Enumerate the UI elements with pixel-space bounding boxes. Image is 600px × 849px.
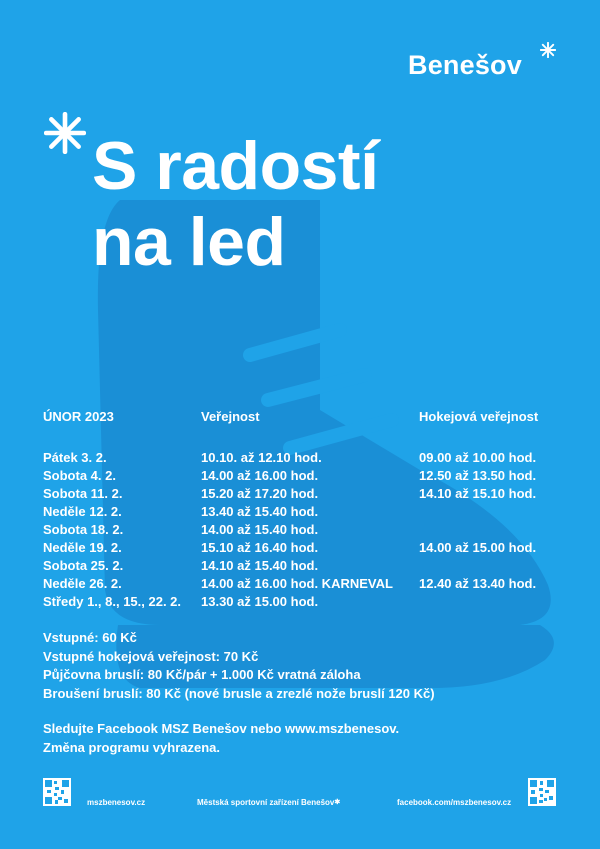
row-public-time: 14.00 až 15.40 hod.	[201, 522, 319, 537]
row-day: Sobota 11. 2.	[43, 486, 123, 501]
row-public-time: 13.30 až 15.00 hod.	[201, 594, 319, 609]
column-header-public: Veřejnost	[201, 409, 260, 424]
row-public-time: 15.10 až 16.40 hod.	[201, 540, 319, 555]
footer-organization	[197, 798, 340, 807]
table-row	[43, 558, 563, 576]
page-title	[92, 128, 378, 280]
table-row	[43, 486, 563, 504]
sparkle-icon	[540, 42, 556, 58]
footer-organization-text: Městská sportovní zařízení Benešov	[197, 798, 335, 807]
row-hockey-time: 14.00 až 15.00 hod.	[419, 540, 537, 555]
price-list	[43, 629, 435, 703]
schedule-month: ÚNOR 2023	[43, 409, 114, 424]
price-entry: Půjčovna bruslí: 80 Kč/pár + 1.000 Kč vratná záloha	[43, 667, 361, 682]
footer-facebook: facebook.com/mszbenesov.cz	[397, 798, 512, 807]
qr-code-icon	[43, 778, 71, 806]
row-public-time: 10.10. až 12.10 hod.	[201, 450, 322, 465]
title-line-1: S radostí	[92, 128, 379, 204]
row-public-time: 15.20 až 17.20 hod.	[201, 486, 319, 501]
table-row	[43, 594, 563, 612]
table-row	[43, 522, 563, 540]
table-row	[43, 468, 563, 486]
brand-logo: Benešov	[408, 50, 522, 80]
row-public-time: 14.10 až 15.40 hod.	[201, 558, 319, 573]
row-day: Neděle 19. 2.	[43, 540, 122, 555]
note-line: Změna programu vyhrazena.	[43, 739, 220, 755]
table-row	[43, 504, 563, 522]
row-hockey-time: 12.40 až 13.40 hod.	[419, 576, 537, 591]
title-line-2: na led	[92, 204, 286, 280]
row-hockey-time: 14.10 až 15.10 hod.	[419, 486, 537, 501]
row-public-time: 14.00 až 16.00 hod.	[201, 468, 319, 483]
note-line: Sledujte Facebook MSZ Benešov nebo www.mszbenesov.	[43, 721, 400, 736]
row-day: Pátek 3. 2.	[43, 450, 107, 465]
row-day: Neděle 26. 2.	[43, 576, 122, 591]
row-day: Sobota 4. 2.	[43, 468, 116, 483]
table-row	[43, 540, 563, 558]
row-hockey-time: 09.00 až 10.00 hod.	[419, 450, 537, 465]
notes	[43, 720, 399, 757]
row-day: Sobota 25. 2.	[43, 558, 124, 573]
sparkle-icon	[44, 112, 86, 154]
row-day: Středy 1., 8., 15., 22. 2.	[43, 594, 182, 609]
table-row	[43, 450, 563, 468]
price-entry: Broušení bruslí: 80 Kč (nové brusle a zrezlé nože bruslí 120 Kč)	[43, 685, 435, 701]
price-entry: Vstupné hokejová veřejnost: 70 Kč	[43, 648, 259, 664]
row-hockey-time: 12.50 až 13.50 hod.	[419, 468, 537, 483]
qr-code-icon	[528, 778, 556, 806]
row-public-time: 14.00 až 16.00 hod. KARNEVAL	[201, 576, 393, 591]
price-entry: Vstupné: 60 Kč	[43, 630, 137, 645]
table-row	[43, 576, 563, 594]
footer-website: mszbenesov.cz	[87, 798, 146, 807]
column-header-hockey: Hokejová veřejnost	[419, 409, 539, 424]
row-public-time: 13.40 až 15.40 hod.	[201, 504, 319, 519]
sparkle-icon: ✱	[334, 799, 341, 806]
row-day: Neděle 12. 2.	[43, 504, 122, 519]
row-day: Sobota 18. 2.	[43, 522, 124, 537]
